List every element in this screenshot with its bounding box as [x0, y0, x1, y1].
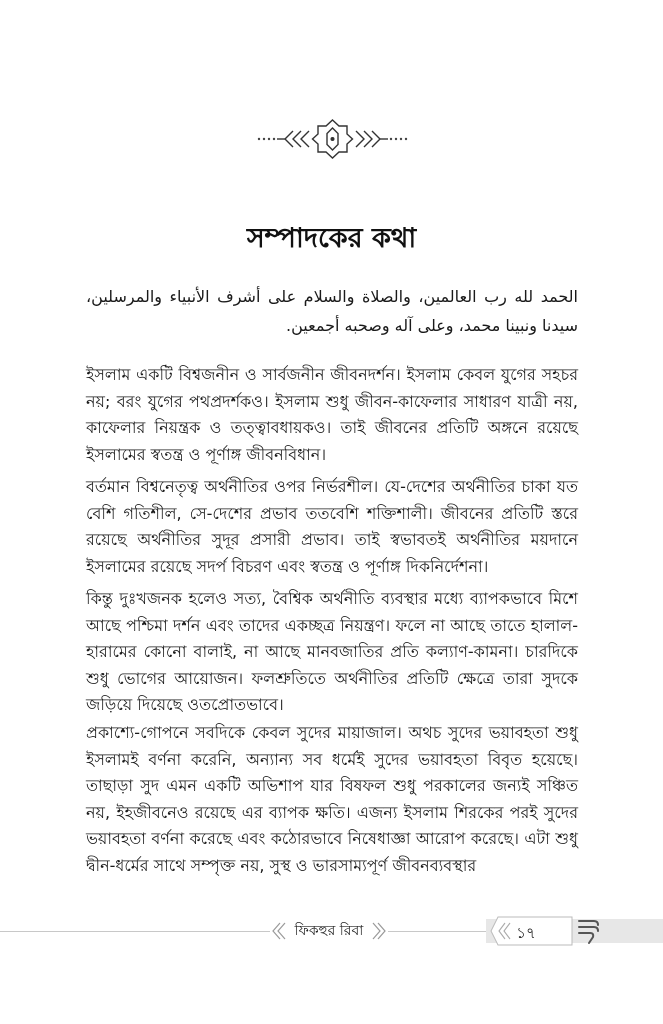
book-pages-icon	[576, 916, 602, 946]
page-number: ১৭	[516, 924, 536, 942]
arabic-invocation: الحمد لله رب العالمين، والصلاة والسلام على أشرف الأنبياء والمرسلين، سيدنا ونبينا محمد، وعلى آله وصحبه أجمعين.	[86, 287, 578, 335]
footer-rule-right	[388, 931, 488, 932]
footer-title-frame	[270, 918, 388, 944]
paragraph-1: ইসলাম একটি বিশ্বজনীন ও সার্বজনীন জীবনদর্শন। ইসলাম কেবল যুগের সহচর নয়; বরং যুগের পথপ্রদর্শকও। ইসলাম শুধু জীবন-কাফেলার সাধারণ যাত্রী নয়, কাফেলার নিয়ন্ত্রক ও তত্ত্বাবধায়কও। তাই জীবনের প্রতিটি অঙ্গনে রয়েছে ইসলামের স্বতন্ত্র ও পূর্ণাঙ্গ জীবনবিধান।	[86, 365, 578, 464]
paragraph-2: বর্তমান বিশ্বনেতৃত্ব অর্থনীতির ওপর নির্ভরশীল। যে-দেশের অর্থনীতির চাকা যত বেশি গতিশীল, সে-দেশের প্রভাব ততবেশি শক্তিশালী। জীবনের প্রতিটি স্তরে রয়েছে অর্থনীতির সুদূর প্রসারী প্রভাব। তাই স্বভাবতই অর্থনীতির ময়দানে ইসলামের রয়েছে সদর্প বিচরণ এবং স্বতন্ত্র ও পূর্ণাঙ্গ দিকনির্দেশনা।	[86, 477, 578, 576]
footer-rule-left	[0, 931, 270, 932]
ornament-divider-icon	[255, 114, 410, 164]
footer-book-title: ফিকহুর রিবা	[294, 923, 364, 939]
paragraph-3: কিন্তু দুঃখজনক হলেও সত্য, বৈশ্বিক অর্থনীতি ব্যবস্থার মধ্যে ব্যাপকভাবে মিশে আছে পশ্চিমা দর্শন এবং তাদের একচ্ছত্র নিয়ন্ত্রণ। ফলে না আছে তাতে হালাল-হারামের কোনো বালাই, না আছে মানবজাতির প্রতি কল্যাণ-কামনা। চারদিকে শুধু ভোগের আয়োজন। ফলশ্রুতিতে অর্থনীতির প্রতিটি ক্ষেত্রে তারা সুদকে জড়িয়ে দিয়েছে ওতপ্রোতভাবে।	[86, 589, 578, 714]
chapter-title: সম্পাদকের কথা	[246, 223, 417, 254]
paragraph-4: প্রকাশ্যে-গোপনে সবদিকে কেবল সুদের মায়াজাল। অথচ সুদের ভয়াবহতা শুধু ইসলামই বর্ণনা করেনি, অন্যান্য সব ধর্মেই সুদের ভয়াবহতা বিবৃত হয়েছে। তাছাড়া সুদ এমন একটি অভিশাপ যার বিষফল শুধু পরকালের জন্যই সঞ্চিত নয়, ইহজীবনেও রয়েছে এর ব্যাপক ক্ষতি। এজন্য ইসলাম শিরকের পরই সুদের ভয়াবহতা বর্ণনা করেছে এবং কঠোরভাবে নিষেধাজ্ঞা আরোপ করেছে। এটা শুধু দ্বীন-ধর্মের সাথে সম্পৃক্ত নয়, সুস্থ ও ভারসাম্যপূর্ণ জীবনব্যবস্থার	[86, 723, 578, 875]
